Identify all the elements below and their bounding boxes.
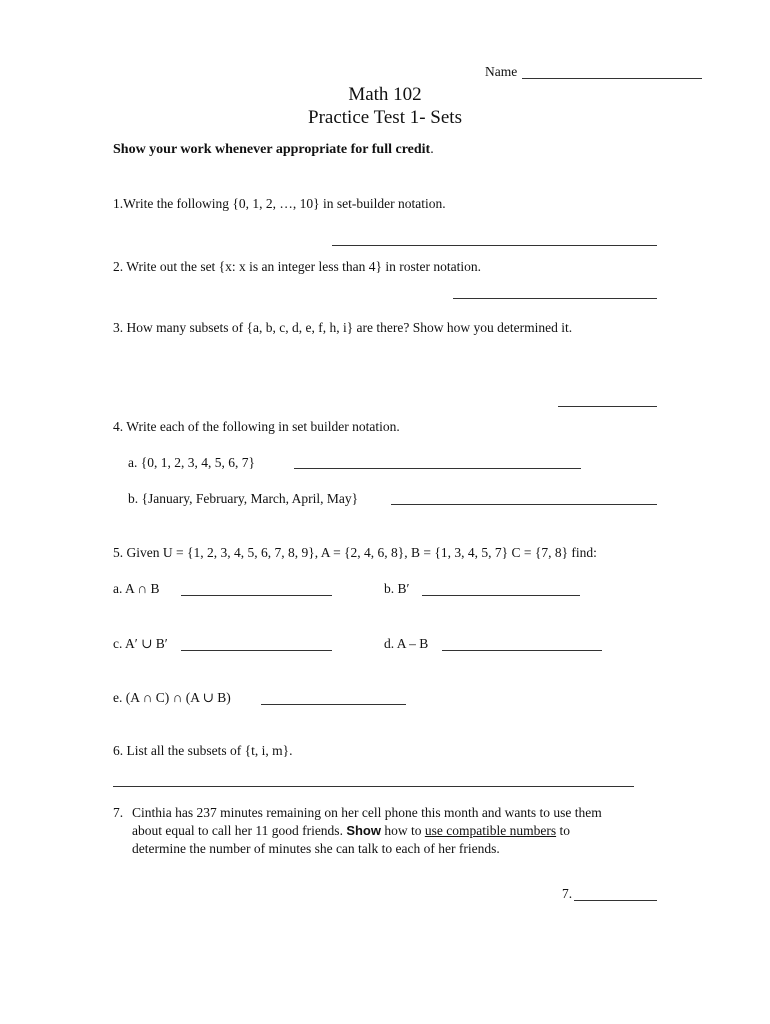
instructions-period: . — [430, 142, 434, 157]
question-5d: d. A – B — [384, 636, 429, 651]
q7-line2-post: to — [556, 823, 570, 838]
question-5c: c. A′ ∪ B′ — [113, 636, 168, 651]
q1-answer-line[interactable] — [332, 245, 657, 246]
question-6: 6. List all the subsets of {t, i, m}. — [113, 743, 293, 758]
q7-compatible-numbers: use compatible numbers — [424, 823, 557, 838]
question-3: 3. How many subsets of {a, b, c, d, e, f, h, i} are there? Show how you determined it. — [113, 320, 573, 335]
question-4a: a. {0, 1, 2, 3, 4, 5, 6, 7} — [128, 455, 255, 470]
question-5e: e. (A ∩ C) ∩ (A ∪ B) — [113, 690, 231, 705]
question-5b: b. B′ — [384, 581, 410, 596]
question-2: 2. Write out the set {x: x is an integer less than 4} in roster notation. — [113, 259, 481, 274]
question-7-line-1: Cinthia has 237 minutes remaining on her cell phone this month and wants to use them — [132, 805, 602, 820]
question-1: 1.Write the following {0, 1, 2, …, 10} in set-builder notation. — [113, 196, 446, 211]
question-5: 5. Given U = {1, 2, 3, 4, 5, 6, 7, 8, 9}, A = {2, 4, 6, 8}, B = {1, 3, 4, 5, 7} C = {7, 8} find: — [113, 545, 597, 560]
q7-line2-pre: about equal to call her 11 good friends. — [132, 823, 347, 838]
q4b-answer-line[interactable] — [391, 504, 657, 505]
question-4: 4. Write each of the following in set builder notation. — [113, 419, 400, 434]
q5d-answer-line[interactable] — [442, 650, 602, 651]
page-title: Math 102 — [348, 84, 422, 105]
instructions — [113, 142, 434, 158]
name-answer-line[interactable] — [522, 78, 702, 79]
question-4b: b. {January, February, March, April, May} — [128, 491, 359, 506]
q5b-answer-line[interactable] — [422, 595, 580, 596]
q6-answer-line[interactable] — [113, 786, 634, 787]
q7-show-emphasis: Show — [346, 823, 381, 838]
q5c-answer-line[interactable] — [181, 650, 332, 651]
q7-answer-line[interactable] — [574, 900, 657, 901]
question-7-line-2 — [132, 823, 570, 839]
question-7-number: 7. — [113, 805, 124, 820]
page-subtitle: Practice Test 1- Sets — [308, 107, 462, 128]
question-7-line-3: determine the number of minutes she can talk to each of her friends. — [132, 841, 500, 856]
question-5a: a. A ∩ B — [113, 581, 160, 596]
name-label: Name — [485, 64, 518, 79]
q2-answer-line[interactable] — [453, 298, 657, 299]
instructions-text: Show your work whenever appropriate for full credit — [113, 142, 431, 157]
q5e-answer-line[interactable] — [261, 704, 406, 705]
q4a-answer-line[interactable] — [294, 468, 581, 469]
q3-answer-line[interactable] — [558, 406, 657, 407]
q7-answer-label: 7. — [562, 886, 573, 901]
q7-line2-mid: how to — [380, 823, 425, 838]
q5a-answer-line[interactable] — [181, 595, 332, 596]
